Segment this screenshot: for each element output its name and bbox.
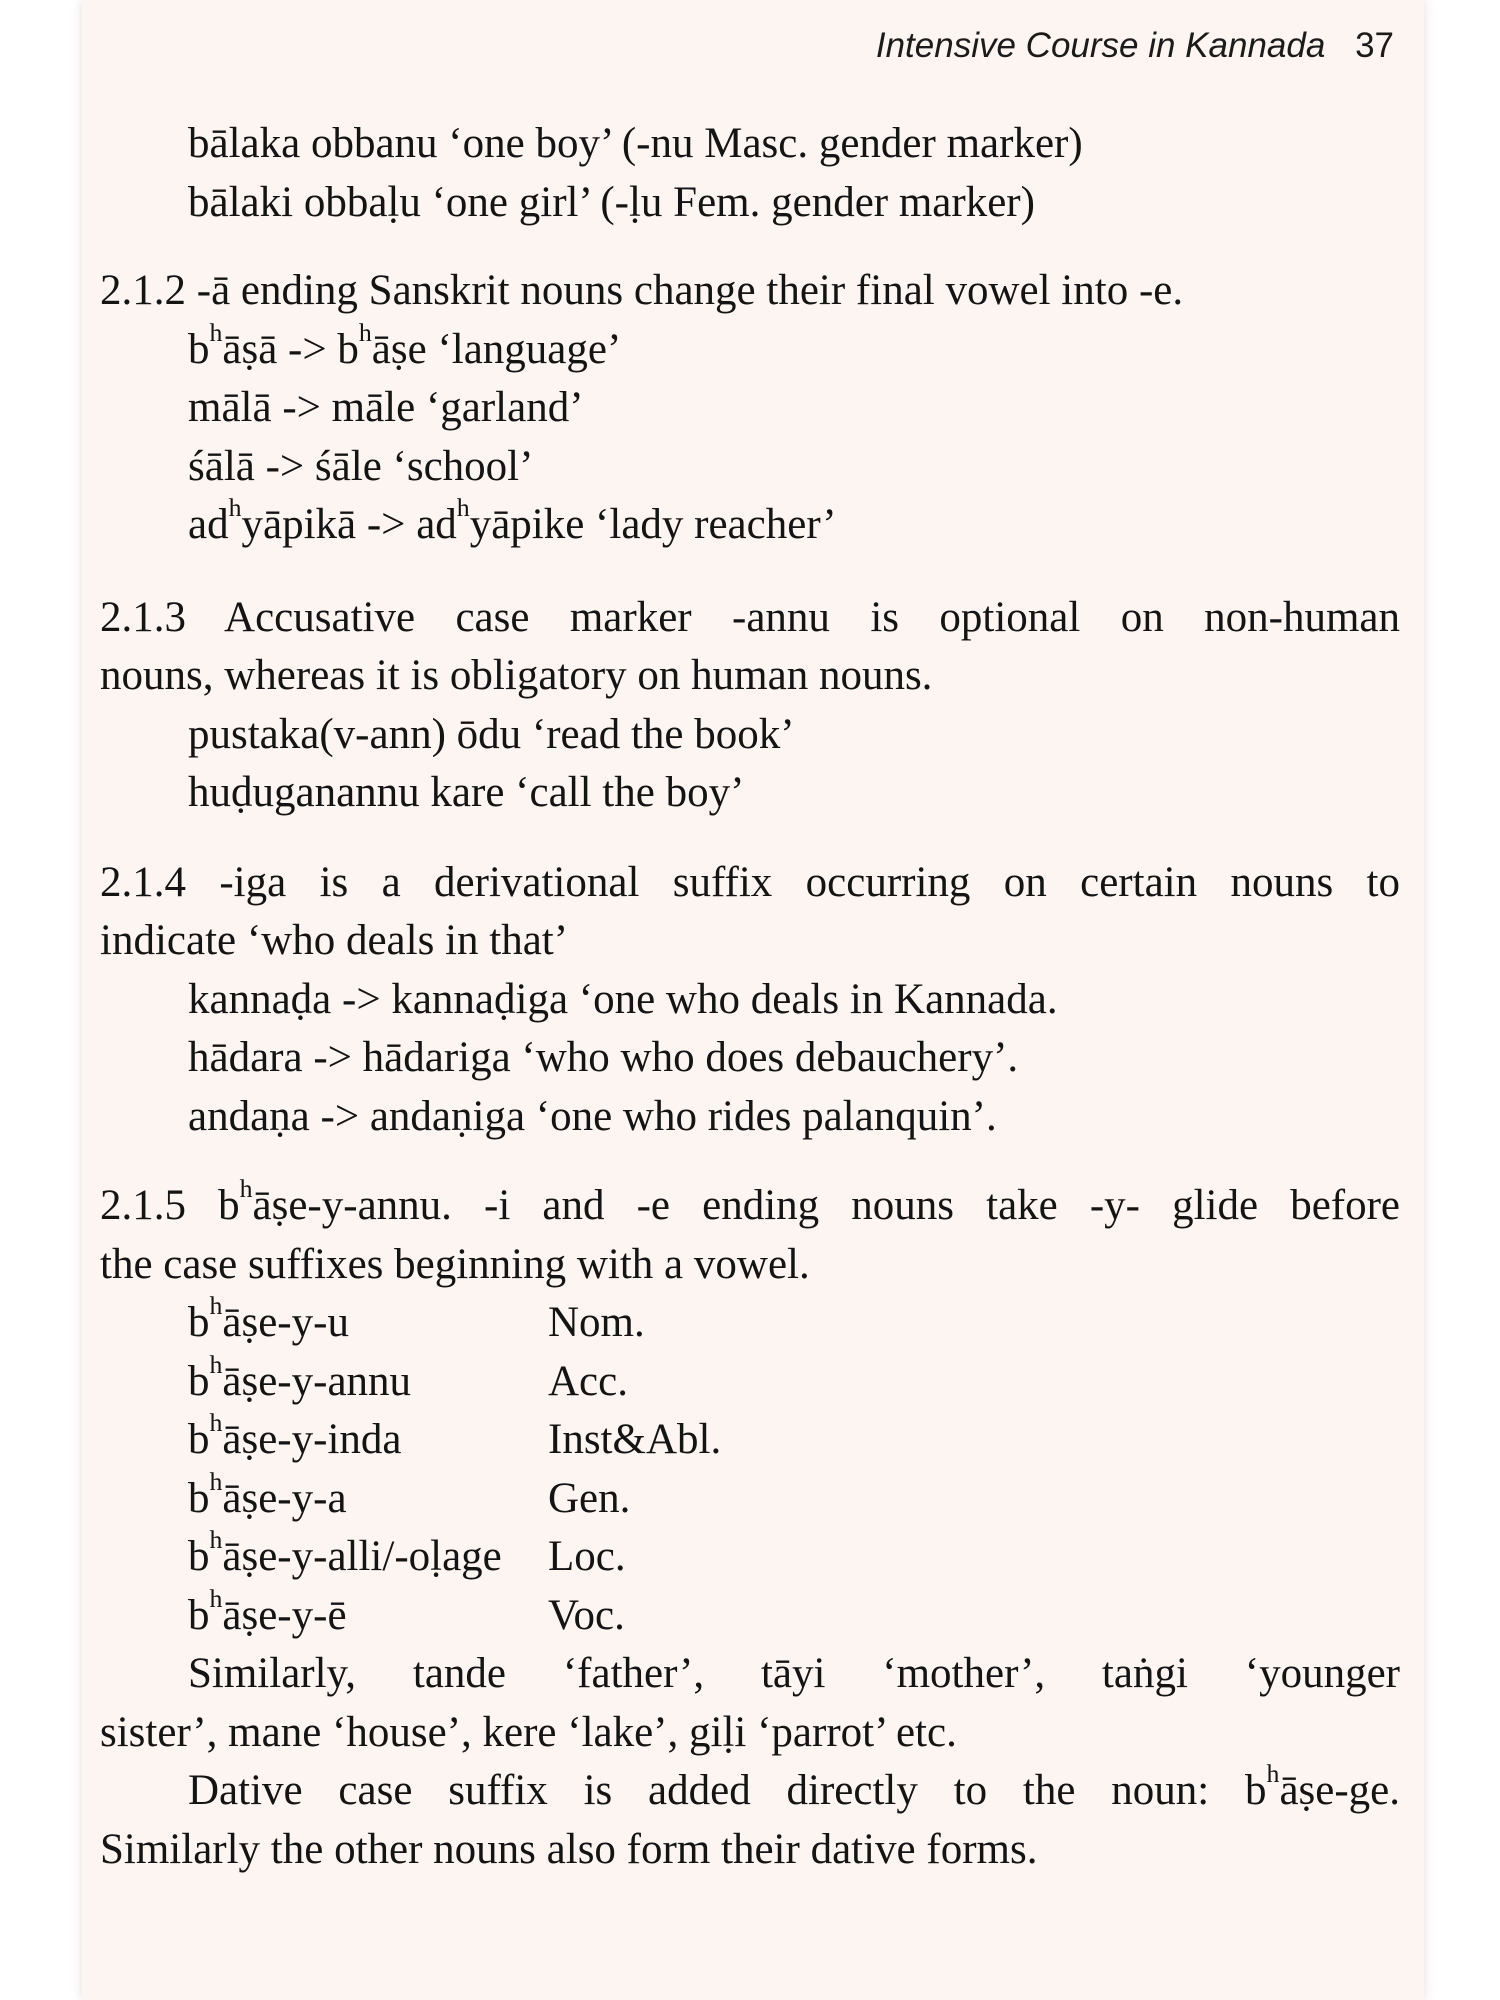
case-table-row: [100, 1349, 1400, 1412]
example-line: huḍuganannu kare ‘call the boy’: [188, 769, 745, 816]
case-table-row: [100, 1408, 1400, 1470]
example-line: pustaka(v-ann) ōdu ‘read the book’: [188, 710, 795, 758]
section-2-1-3-line: nouns, whereas it is obligatory on human nouns.: [100, 652, 933, 699]
example-line: $ad^hyāpikā$ -> $ad^hyāpike$ ‘lady reacher’: [188, 493, 837, 548]
section-2-1-4-line: 2.1.4 -iga is a derivational suffix occurring on certain nouns to: [100, 858, 1400, 906]
case-name: Inst&Abl.: [548, 1416, 722, 1463]
case-table-row: [100, 1466, 1400, 1529]
section-2-1-3-line: 2.1.3 Accusative case marker -annu is optional on non-human: [100, 593, 1400, 641]
case-name: Voc.: [548, 1591, 625, 1639]
running-title: Intensive Course in Kannada: [875, 26, 1326, 65]
example-line: $b^hāṣā$ -> $b^hāṣe$ ‘language’: [188, 317, 622, 373]
section-2-1-4-line: indicate ‘who deals in that’: [100, 917, 569, 964]
example-line: bālaki obbaḷu ‘one girl’ (-ḷu Fem. gender marker): [188, 178, 1035, 226]
example-line: bālaka obbanu ‘one boy’ (-nu Masc. gender marker): [188, 120, 1083, 167]
case-name: Nom.: [548, 1299, 645, 1346]
case-form: $b^hāṣe-y$-annu: [188, 1349, 412, 1405]
case-table-row: [100, 1291, 1400, 1353]
case-name: Loc.: [548, 1533, 626, 1580]
example-line: andaṇa -> andaṇiga ‘one who rides palanquin’.: [188, 1092, 997, 1140]
section-2-1-5-line: the case suffixes beginning with a vowel.: [100, 1240, 810, 1288]
case-table-row: [100, 1525, 1400, 1587]
example-line: hādara -> hādariga ‘who who does debauchery’.: [188, 1034, 1019, 1081]
case-form: $b^hāṣe-y-a$: [188, 1466, 347, 1522]
case-name: Gen.: [548, 1474, 631, 1522]
case-form: $b^hāṣe-y-alli/$-oḷage: [188, 1525, 502, 1580]
case-form: $b^hāṣe-y$-inda: [188, 1408, 402, 1463]
case-name: Acc.: [548, 1357, 628, 1405]
running-header: [876, 26, 1394, 66]
similarly-line: Similarly, tande ‘father’, tāyi ‘mother’, taṅgi ‘younger: [188, 1650, 1400, 1697]
section-2-1-2-heading: 2.1.2 -ā ending Sanskrit nouns change their final vowel into -e.: [100, 267, 1184, 314]
dative-line: Similarly the other nouns also form their dative forms.: [100, 1825, 1038, 1873]
case-form: $b^hāṣe-y-ē$: [188, 1583, 347, 1639]
page-body: [100, 115, 1400, 1879]
book-page: [82, 0, 1424, 2000]
example-line: mālā -> māle ‘garland’: [188, 384, 584, 431]
example-line: kannaḍa -> kannaḍiga ‘one who deals in Kannada.: [188, 975, 1058, 1023]
case-table-row: [100, 1583, 1400, 1646]
section-2-1-5-line: 2.1.5 $b^hāṣe-y$-annu. -i and -e ending nouns take -y- glide before: [100, 1174, 1401, 1229]
case-suffix-table: [100, 1291, 1400, 1645]
similarly-line: sister’, mane ‘house’, kere ‘lake’, giḷi ‘parrot’ etc.: [100, 1708, 957, 1756]
example-line: śālā -> śāle ‘school’: [188, 442, 534, 490]
case-form: $b^hāṣe-y-u$: [188, 1291, 349, 1346]
dative-line: Dative case suffix is added directly to the noun: $b^hāṣe-ge$.: [188, 1759, 1400, 1814]
page-number: 37: [1355, 26, 1394, 65]
